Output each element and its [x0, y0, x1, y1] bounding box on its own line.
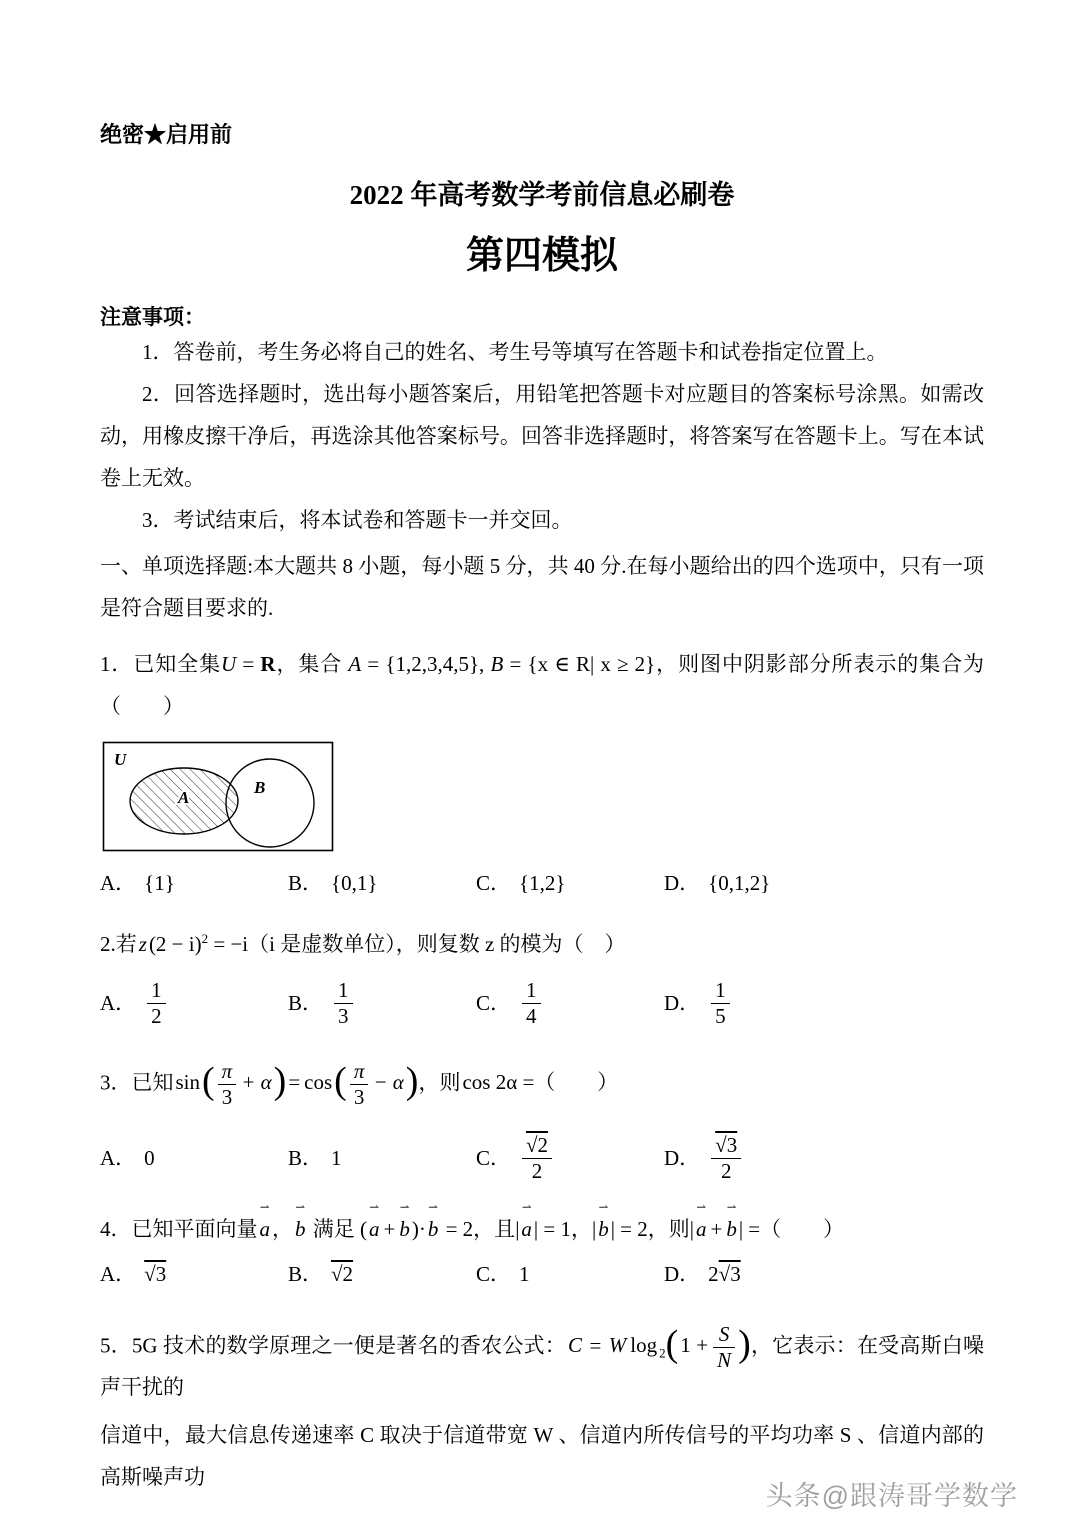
q4-option-b: B． √2	[288, 1261, 354, 1286]
venn-diagram-svg	[102, 741, 334, 853]
question-4-stem: 4．已知平面向量a ⇀，b ⇀ 满足 (a ⇀ + b ⇀)·b ⇀ = 2，且|a ⇀| = 1，|b ⇀| = 2，则|a ⇀ + b ⇀| =（ ）	[100, 1208, 984, 1250]
fraction: $\frac{1}{5}$	[711, 978, 730, 1029]
q2-options	[100, 973, 984, 1035]
notice-item-1: 1．答卷前，考生务必将自己的姓名、考生号等填写在答题卡和试卷指定位置上。	[142, 340, 888, 364]
fraction: $\frac{\pi}{3}$	[218, 1059, 237, 1110]
venn-b-label: B	[254, 778, 266, 797]
vector-b: b ⇀	[399, 1208, 410, 1250]
notice-item-3: 3．考试结束后，将本试卷和答题卡一并交回。	[142, 508, 573, 532]
fraction: $\frac{1}{3}$	[334, 978, 353, 1029]
q2-option-c: C． $\frac{1}{4}$	[476, 978, 664, 1029]
vector-a: a ⇀	[260, 1208, 271, 1250]
vector-b: b ⇀	[295, 1208, 306, 1250]
q1-option-d: D． {0,1,2}	[664, 871, 771, 895]
fraction: $\frac{S}{N}$	[713, 1322, 735, 1373]
question-3-stem: 3．已知sin( $\frac{\pi}{3}$ + α)= cos( $\frac{\pi}{3}$ − α)，则cos 2α =（ ）	[100, 1058, 619, 1109]
question-2-stem: 2.若$z(2 - i)^2 = -i(i$ 是虚数单位），则复数 z 的模为（ ）	[100, 930, 626, 956]
exam-title: 2022 年高考数学考前信息必刷卷	[349, 180, 735, 210]
fraction: $\frac{\pi}{3}$	[350, 1059, 369, 1110]
notice-heading: 注意事项：	[100, 305, 205, 329]
vector-b: b ⇀	[726, 1208, 737, 1250]
q3-option-a: A． 0	[100, 1146, 155, 1171]
classification-label: 绝密★启用前	[100, 122, 233, 147]
q3-option-c: C． $\frac{√2}{2}$	[476, 1133, 664, 1184]
question-5-stem: 5．5G 技术的数学原理之一便是著名的香农公式：C = W log $_2$(1 + $\frac{S}{N}$ )，它表示：在受高斯白噪声干扰的	[100, 1321, 985, 1399]
venn-set-b	[226, 759, 314, 847]
q1-option-c: C． {1,2}	[476, 871, 566, 895]
q1-option-b: B． {0,1}	[288, 871, 378, 895]
vector-a: a ⇀	[521, 1208, 532, 1250]
venn-a-label: A	[178, 788, 190, 807]
vector-a: a ⇀	[369, 1208, 380, 1250]
q3-options	[100, 1128, 984, 1190]
q2-option-b: B． $\frac{1}{3}$	[288, 978, 476, 1029]
section-heading: 一、单项选择题:本大题共 8 小题，每小题 5 分，共 40 分.在每小题给出的四个选项中，只有一项是符合题目要求的.	[100, 554, 984, 620]
question-1-stem: 1．已知全集U = R，集合 A = {1,2,3,4,5}, B = {x ∈ R| x ≥ 2}，则图中阴影部分所表示的集合为（ ）	[100, 652, 985, 718]
venn-universe-label: U	[114, 750, 127, 769]
vector-a: a ⇀	[696, 1208, 707, 1250]
q4-option-c: C． 1	[476, 1261, 530, 1286]
venn-diagram	[102, 741, 984, 859]
q2-option-a: A． $\frac{1}{2}$	[100, 978, 288, 1029]
q4-options	[100, 1258, 984, 1292]
q4-option-a: A． √3	[100, 1261, 167, 1286]
q3-option-d: D． $\frac{√3}{2}$	[664, 1133, 744, 1184]
question-5-continued: 信道中，最大信息传递速率 C 取决于信道带宽 W 、信道内所传信号的平均功率 S 、信道内部的高斯噪声功	[100, 1423, 984, 1490]
watermark: 头条@跟涛哥学数学	[765, 1481, 1018, 1511]
fraction: $\frac{√2}{2}$	[522, 1133, 552, 1184]
q2-option-d: D． $\frac{1}{5}$	[664, 978, 733, 1029]
vector-b: b ⇀	[428, 1208, 439, 1250]
q4-option-d: D． 2 √3	[664, 1261, 741, 1286]
fraction: $\frac{1}{2}$	[147, 978, 166, 1029]
fraction: $\frac{1}{4}$	[522, 978, 541, 1029]
vector-b: b ⇀	[598, 1208, 609, 1250]
q3-option-b: B． 1	[288, 1146, 342, 1171]
q1-options	[100, 867, 984, 901]
notice-item-2: 2．回答选择题时，选出每小题答案后，用铅笔把答题卡对应题目的答案标号涂黑。如需改动，用橡皮擦干净后，再选涂其他答案标号。回答非选择题时，将答案写在答题卡上。写在本试卷上无效。	[100, 382, 984, 490]
q1-option-a: A． {1}	[100, 871, 175, 895]
fraction: $\frac{√3}{2}$	[711, 1133, 741, 1184]
exam-subtitle: 第四模拟	[465, 235, 618, 277]
